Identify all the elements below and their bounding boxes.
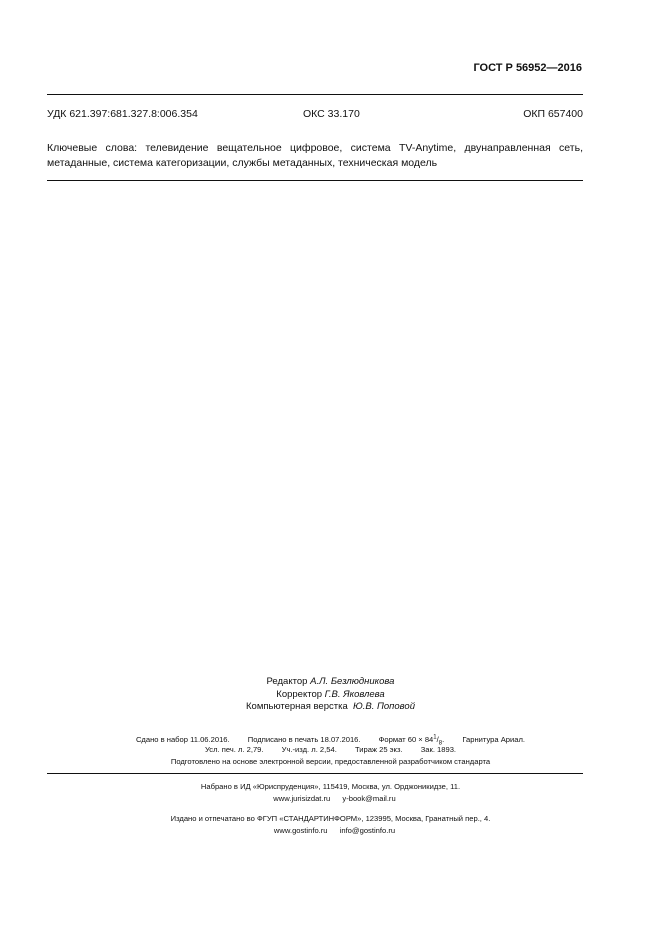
printed-site-link: www.gostinfo.ru [273, 826, 328, 835]
printed-sheets: Усл. печ. л. 2,79. [204, 745, 264, 754]
okp-code: ОКП 657400 [523, 108, 583, 120]
typeset-contacts [0, 793, 661, 805]
corrector-role: Корректор [276, 689, 323, 700]
printed-email: info@gostinfo.ru [339, 826, 396, 835]
typeset-site-link: www.jurisizdat.ru [273, 794, 331, 803]
credit-corrector [0, 689, 661, 701]
prepared-note: Подготовлено на основе электронной версии, предоставленной разработчиком стандарта [170, 757, 491, 766]
printed-contacts [0, 825, 661, 837]
oks-code: ОКС 33.170 [303, 108, 360, 120]
editor-name: А.Л. Безлюдникова [310, 676, 395, 687]
keywords-label: Ключевые слова: [47, 142, 138, 154]
credit-layout [0, 701, 661, 713]
editor-role: Редактор [266, 676, 308, 687]
printed-info: Издано и отпечатано во ФГУП «СТАНДАРТИНФОРМ», 123995, Москва, Гранатный пер., 4. [170, 814, 491, 823]
typeface: Гарнитура Ариал. [462, 734, 526, 744]
typeset-email: y-book@mail.ru [342, 794, 396, 803]
standard-designation: ГОСТ Р 56952—2016 [473, 62, 582, 74]
typeset-info: Набрано в ИД «Юриспруденция», 115419, Москва, ул. Орджоникидзе, 11. [200, 782, 461, 791]
udk-code: УДК 621.397:681.327.8:006.354 [47, 108, 198, 120]
submitted-date: Сдано в набор 11.06.2016. [135, 734, 230, 744]
keywords-divider [47, 180, 583, 181]
edition-sheets: Уч.-изд. л. 2,54. [281, 745, 337, 754]
paper-format: Формат $60 \times 84^1/_8$. [378, 734, 445, 747]
keywords-block [47, 141, 583, 171]
top-divider [47, 94, 583, 95]
order-number: Зак. 1893. [420, 745, 457, 754]
print-info-line2 [0, 744, 661, 756]
bottom-divider [47, 773, 583, 774]
circulation: Тираж 25 экз. [354, 745, 403, 754]
layout-role: Компьютерная верстка [246, 701, 348, 712]
credit-editor [0, 676, 661, 688]
layout-name: Ю.В. Поповой [353, 701, 415, 712]
keywords-text: телевидение вещательное цифровое, система TV-Anytime, двунаправленная сеть, метаданные, система категоризации, службы метаданных, техническая модель [47, 142, 583, 169]
signed-date: Подписано в печать 18.07.2016. [247, 734, 361, 744]
corrector-name: Г.В. Яковлева [324, 689, 385, 700]
